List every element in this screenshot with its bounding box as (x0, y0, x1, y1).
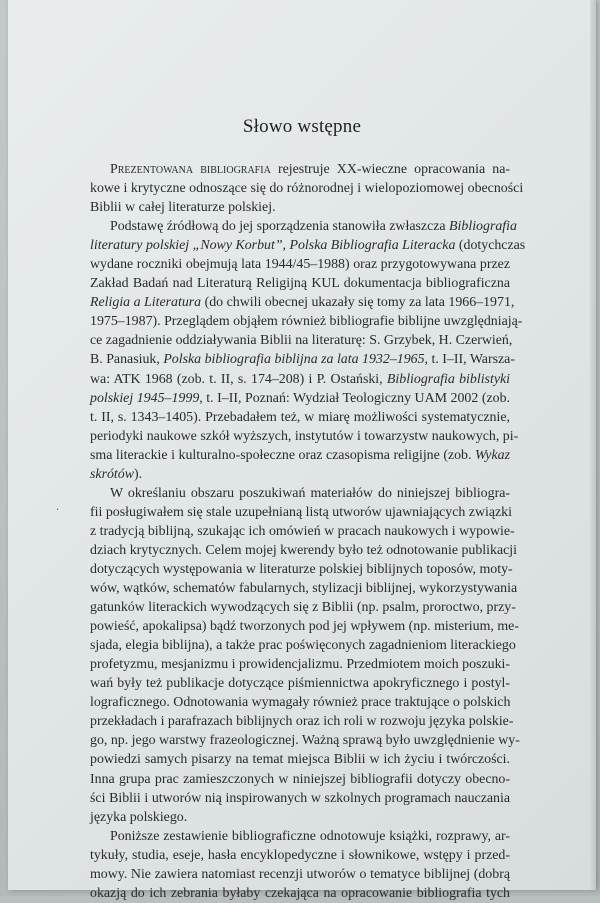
text-run: (dotychczas (455, 238, 526, 254)
text-line: Zakład Badań nad Literaturą Religijną KUL dokumentacja bibliograficzna (90, 276, 510, 292)
text-line: z tradycją biblijną, szukając ich omówień w pracach naukowych i wypowie- (90, 523, 515, 539)
text-run: wa: ATK 1968 (zob. t. II, s. 174–208) i P. Ostański, (90, 371, 387, 387)
text-line: t. II, s. 1343–1405). Przebadałem też, w miarę możliwości systematycznie, (90, 409, 510, 425)
text-line: przekładach i parafrazach biblijnych oraz ich roli w rozwoju języka polskie- (90, 714, 514, 730)
text-line: periodyki naukowe szkół wyższych, instytutów i towarzystw naukowych, pi- (90, 428, 519, 444)
text-line (90, 370, 510, 389)
text-run: Prezentowana bibliografia (110, 162, 271, 177)
text-run: skrótów (90, 466, 134, 482)
text-run: B. Panasiuk, (90, 352, 164, 368)
page-title: Słowo wstępne (242, 116, 362, 137)
margin-mark: · (56, 505, 60, 516)
text-run: ). (134, 466, 143, 482)
book-page (8, 0, 596, 901)
text-line: powiedzi samych pisarzy na temat miejsca Biblii w ich życiu i twórczości. (90, 752, 510, 768)
text-line (90, 293, 515, 312)
text-run: , t. I–II, Warsza- (424, 352, 515, 368)
text-run: Bibliografia (449, 219, 517, 235)
text-line: powieść, apokalipsa) bądź tworzonych pod jej wpływem (np. misterium, me- (90, 619, 519, 635)
text-line: mowy. Nie zawiera natomiast recenzji utworów o tematyce biblijnej (dobrą (90, 866, 510, 882)
text-line: języka polskiego. (90, 809, 188, 825)
paragraph-2 (90, 217, 526, 484)
text-line: 1975–1987). Przeglądem objąłem również bibliografie biblijne uwzględniają- (90, 314, 523, 330)
text-line: ce zagadnienie oddziaływania Biblii na literaturę: S. Grzybek, H. Czerwień, (90, 333, 513, 349)
text-run: Podstawę źródłową do jej sporządzenia stanowiła zwłaszcza (110, 219, 450, 235)
text-line: profetyzmu, mesjanizmu i prowidencjalizmu. Przedmiotem moich poszuki- (90, 657, 510, 673)
text-line: tykuły, studia, eseje, hasła encyklopedyczne i słownikowe, wstępy i przed- (90, 847, 510, 863)
text-line: dziach krytycznych. Celem mojej kwerendy było też odnotowanie publikacji (90, 542, 518, 558)
text-line: Biblii w całej literaturze polskiej. (90, 200, 276, 216)
text-line: lograficznego. Odnotowania wymagały również prace traktujące o polskich (90, 695, 511, 711)
paragraph-1 (90, 160, 524, 217)
text-run: Wykaz (475, 447, 510, 463)
text-run: Polska bibliografia biblijna za lata 1932–1965 (163, 352, 425, 368)
text-line (90, 350, 515, 369)
text-line: wydane roczniki obejmują lata 1944/45–1988) oraz przygotowywana przez (90, 257, 510, 273)
paragraph-4 (90, 827, 510, 903)
body-text (90, 160, 526, 903)
text-line: Inna grupa prac zamieszczonych w niniejszej bibliografii dotyczy obecno- (90, 771, 510, 787)
text-run: sma literackie i kulturalno-społeczne oraz czasopisma religijne (zob. (90, 447, 476, 463)
text-run: Religia a Literatura (90, 295, 202, 311)
text-line: wów, wątków, schematów fabularnych, stylizacji biblijnej, wykorzystywania (90, 581, 518, 597)
text-line (90, 236, 526, 255)
text-line (90, 446, 510, 465)
text-line (90, 217, 517, 236)
text-run: literatury polskiej „Nowy Korbut”, Polska Bibliografia Literacka (90, 238, 456, 254)
text-line: okazją do ich zebrania byłaby czekająca na opracowanie bibliografia tych (90, 885, 510, 901)
text-line: ści Biblii i utworów nią inspirowanych w szkolnych programach nauczania (90, 790, 510, 806)
text-line: dotyczących występowania w literaturze polskiej biblijnych toposów, moty- (90, 561, 513, 577)
text-line: gatunków literackich wywodzących się z Biblii (np. psalm, proroctwo, przy- (90, 600, 516, 616)
paragraph-3 (90, 484, 520, 827)
text-line (90, 160, 510, 179)
text-run: rejestruje XX-wieczne opracowania na- (270, 162, 510, 177)
text-line: wań były też publikacje dotyczące piśmiennictwa apokryficznego i postyl- (90, 676, 510, 692)
text-line: fii posługiwałem się stale uzupełnianą listą utworów ujawniających związki (90, 504, 512, 520)
text-line: kowe i krytyczne odnoszące się do różnorodnej i wielopoziomowej obecności (90, 181, 524, 197)
text-run: polskiej 1945–1999 (90, 390, 200, 406)
text-run: Bibliografia biblistyki (386, 371, 511, 387)
text-line: go, np. jego warstwy frazeologicznej. Ważną sprawą było uwzględnienie wy- (90, 733, 520, 749)
text-line (90, 465, 510, 484)
text-line: Poniższe zestawienie bibliograficzne odnotowuje książki, rozprawy, ar- (110, 828, 510, 844)
text-run: (do chwili obecnej ukazały się tomy za lata 1966–1971, (201, 295, 515, 311)
text-run: , t. I–II, Poznań: Wydział Teologiczny UAM 2002 (zob. (199, 390, 510, 406)
text-line (90, 389, 510, 408)
text-line: sjada, elegia biblijna), a także prac poświęconych zagadnieniom literackiego (90, 638, 516, 654)
text-line: W określaniu obszaru poszukiwań materiałów do niniejszej bibliogra- (110, 485, 510, 501)
